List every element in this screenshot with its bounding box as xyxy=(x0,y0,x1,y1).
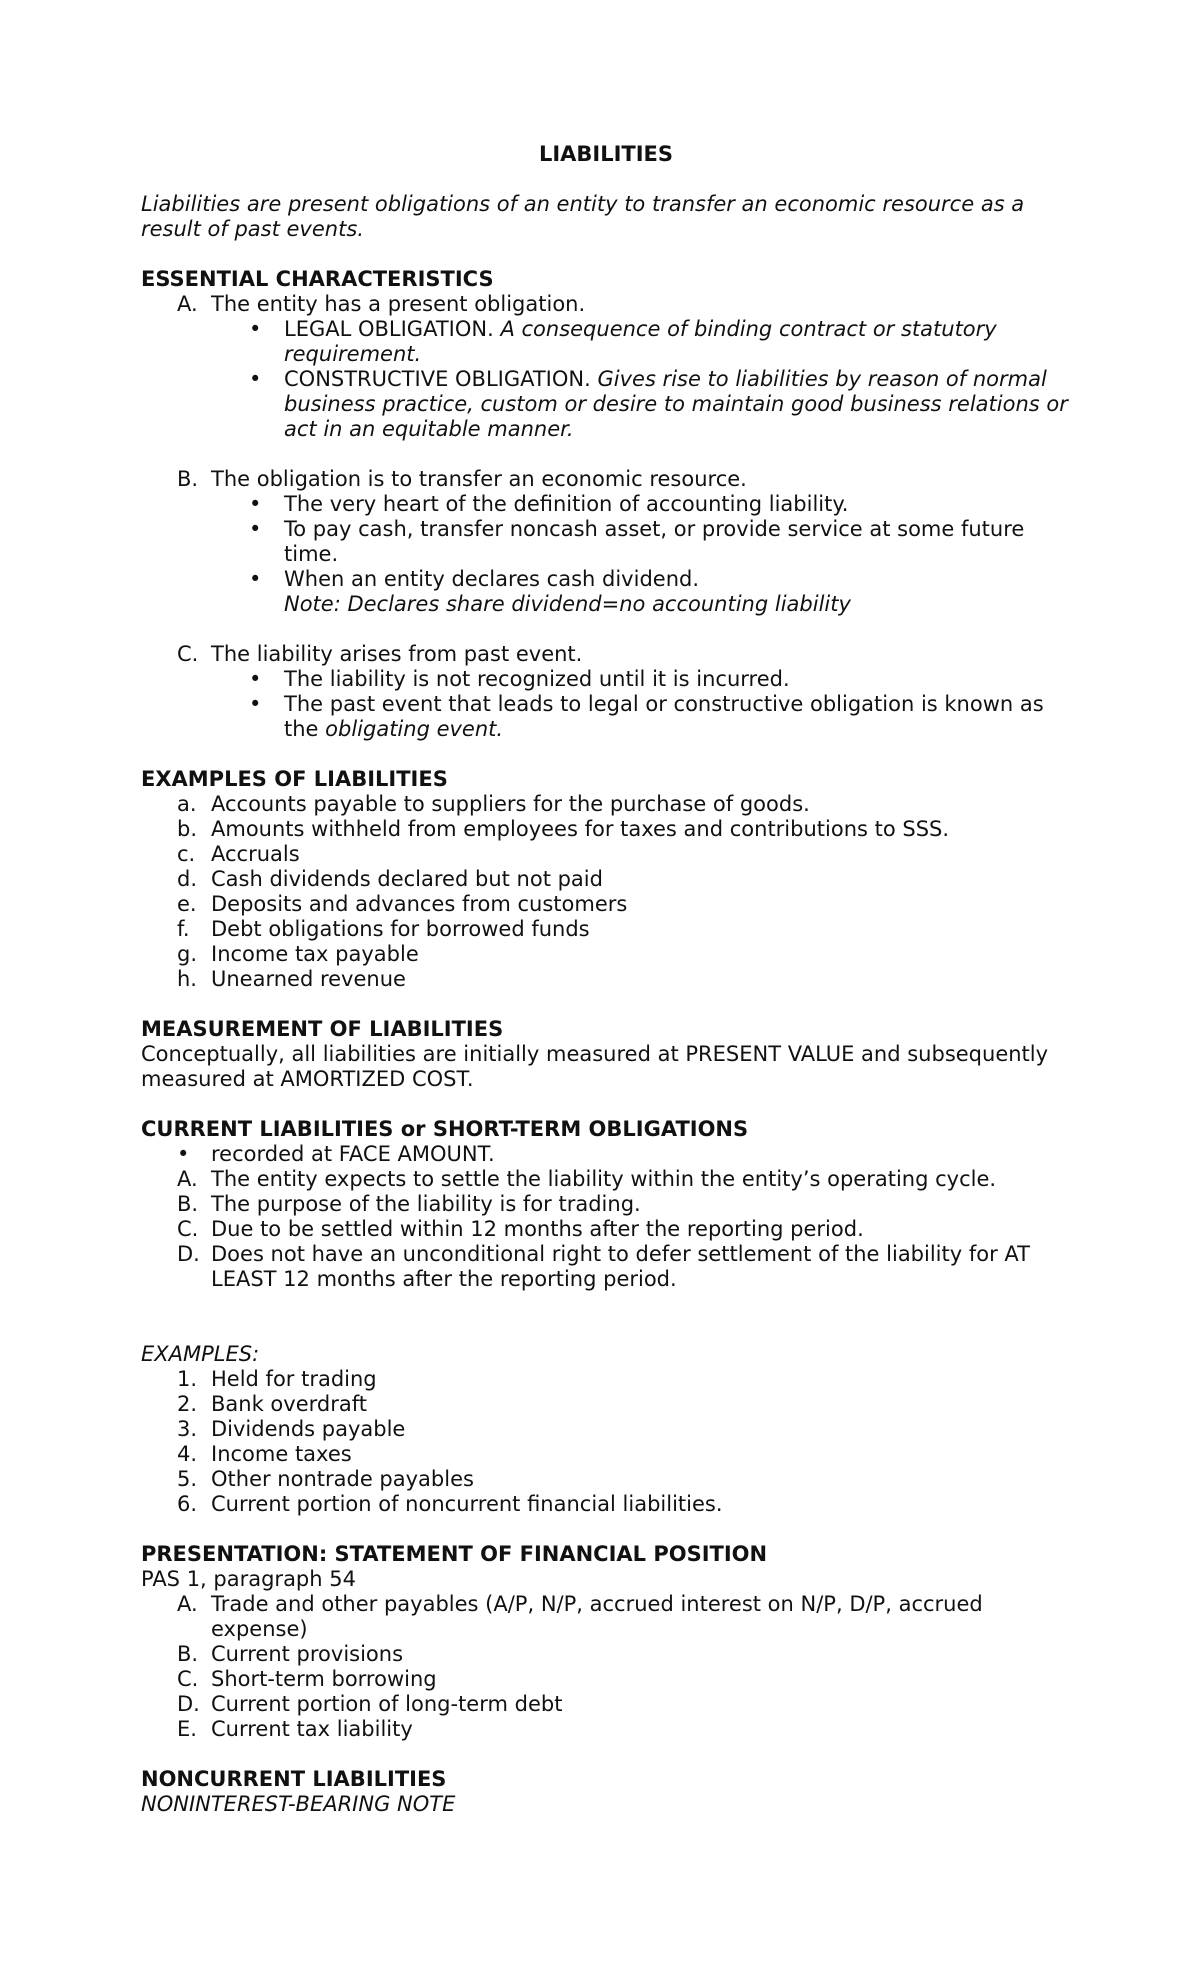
bullet-text: The very heart of the definition of accounting liability. xyxy=(284,492,849,516)
page-title: LIABILITIES xyxy=(538,142,674,166)
item-text: Current portion of noncurrent financial liabilities. xyxy=(211,1492,723,1516)
bullet-text: To pay cash, transfer noncash asset, or provide service at some future time. xyxy=(284,517,1025,566)
bullet-desc: A consequence of binding contract or statutory requirement. xyxy=(284,317,997,366)
item-marker: d. xyxy=(177,867,198,891)
item-text: Debt obligations for borrowed funds xyxy=(211,917,590,941)
essential-item-a xyxy=(141,292,1071,317)
item-text: Short-term borrowing xyxy=(211,1667,437,1691)
item-marker: g. xyxy=(177,942,198,966)
item-marker: A. xyxy=(177,1592,198,1616)
bullet-item xyxy=(141,692,1071,742)
item-text: The purpose of the liability is for trading. xyxy=(211,1192,641,1216)
item-text: The entity has a present obligation. xyxy=(211,292,586,316)
essential-item-b xyxy=(141,467,1071,492)
item-marker: 1. xyxy=(177,1367,198,1391)
list-item xyxy=(141,1417,1071,1442)
list-item xyxy=(141,1692,1071,1717)
list-item xyxy=(141,1367,1071,1392)
list-item xyxy=(141,1642,1071,1667)
bullet-item xyxy=(141,567,1071,617)
item-marker: A. xyxy=(177,1167,198,1191)
bullet-lead: LEGAL OBLIGATION. xyxy=(284,317,494,341)
item-text: Held for trading xyxy=(211,1367,377,1391)
item-marker: C. xyxy=(177,1217,199,1241)
list-item xyxy=(141,1667,1071,1692)
item-marker: C. xyxy=(177,1667,199,1691)
item-marker: b. xyxy=(177,817,198,841)
bullet-constructive-obligation xyxy=(141,367,1071,442)
item-text: Due to be settled within 12 months after the reporting period. xyxy=(211,1217,864,1241)
item-text: Unearned revenue xyxy=(211,967,406,991)
measurement-text: Conceptually, all liabilities are initially measured at PRESENT VALUE and subsequently measured at AMORTIZED COST. xyxy=(141,1042,1049,1091)
current-examples-list xyxy=(141,1367,1071,1517)
item-text: Dividends payable xyxy=(211,1417,406,1441)
item-marker: 6. xyxy=(177,1492,198,1516)
bullet-text: The past event that leads to legal or constructive obligation is known as the xyxy=(284,692,1044,741)
item-text: Current portion of long-term debt xyxy=(211,1692,563,1716)
current-list xyxy=(141,1142,1071,1292)
presentation-sub: PAS 1, paragraph 54 xyxy=(141,1567,356,1591)
item-text: Accounts payable to suppliers for the purchase of goods. xyxy=(211,792,810,816)
item-marker: e. xyxy=(177,892,197,916)
list-item xyxy=(141,1492,1071,1517)
list-item xyxy=(141,1167,1071,1192)
item-text: Current provisions xyxy=(211,1642,404,1666)
bullet-text: When an entity declares cash dividend. xyxy=(284,567,700,591)
item-marker: h. xyxy=(177,967,197,991)
item-marker: 2. xyxy=(177,1392,198,1416)
bullet-emphasis: obligating event. xyxy=(325,717,504,741)
list-item xyxy=(141,967,1071,992)
bullet-text: recorded at FACE AMOUNT. xyxy=(211,1142,495,1166)
list-item xyxy=(141,942,1071,967)
item-marker: f. xyxy=(177,917,190,941)
item-text: Cash dividends declared but not paid xyxy=(211,867,603,891)
bullet-item xyxy=(141,492,1071,517)
examples-list xyxy=(141,792,1071,992)
list-item xyxy=(141,867,1071,892)
item-marker: D. xyxy=(177,1242,200,1266)
item-marker: 5. xyxy=(177,1467,198,1491)
list-item xyxy=(141,842,1071,867)
item-text: Bank overdraft xyxy=(211,1392,367,1416)
essential-item-c xyxy=(141,642,1071,667)
list-item xyxy=(141,817,1071,842)
item-text: Income taxes xyxy=(211,1442,352,1466)
list-item xyxy=(141,1242,1071,1292)
essential-heading: ESSENTIAL CHARACTERISTICS xyxy=(141,267,494,291)
item-marker: E. xyxy=(177,1717,197,1741)
bullet-icon: • xyxy=(249,367,262,391)
item-marker: 3. xyxy=(177,1417,198,1441)
item-marker: A. xyxy=(177,292,198,316)
item-text: Amounts withheld from employees for taxes and contributions to SSS. xyxy=(211,817,950,841)
examples-heading: EXAMPLES OF LIABILITIES xyxy=(141,767,448,791)
item-text: The liability arises from past event. xyxy=(211,642,583,666)
list-item xyxy=(141,1217,1071,1242)
definition-text: Liabilities are present obligations of an entity to transfer an economic resource as a result of past events. xyxy=(141,192,1025,241)
list-item xyxy=(141,1717,1071,1742)
presentation-heading: PRESENTATION: STATEMENT OF FINANCIAL POSITION xyxy=(141,1542,768,1566)
item-marker: B. xyxy=(177,1192,199,1216)
bullet-icon: • xyxy=(249,567,262,591)
bullet-icon: • xyxy=(249,667,262,691)
list-item xyxy=(141,1442,1071,1467)
item-marker: C. xyxy=(177,642,199,666)
item-text: Trade and other payables (A/P, N/P, accrued interest on N/P, D/P, accrued expense) xyxy=(211,1592,983,1641)
item-text: Current tax liability xyxy=(211,1717,413,1741)
bullet-icon: • xyxy=(249,492,262,516)
examples-label: EXAMPLES: xyxy=(141,1342,260,1366)
presentation-list xyxy=(141,1592,1071,1742)
bullet-lead: CONSTRUCTIVE OBLIGATION. xyxy=(284,367,591,391)
bullet-item xyxy=(141,667,1071,692)
current-heading: CURRENT LIABILITIES or SHORT-TERM OBLIGATIONS xyxy=(141,1117,749,1141)
list-item xyxy=(141,1467,1071,1492)
bullet-item xyxy=(141,1142,1071,1167)
bullet-item xyxy=(141,517,1071,567)
measurement-heading: MEASUREMENT OF LIABILITIES xyxy=(141,1017,504,1041)
list-item xyxy=(141,917,1071,942)
list-item xyxy=(141,792,1071,817)
bullet-icon: • xyxy=(249,692,262,716)
bullet-icon: • xyxy=(177,1142,190,1166)
item-text: Deposits and advances from customers xyxy=(211,892,628,916)
bullet-desc: Gives rise to liabilities by reason of normal business practice, custom or desire to maintain good business relations or act in an equitable manner. xyxy=(284,367,1068,441)
item-text: Other nontrade payables xyxy=(211,1467,474,1491)
bullet-legal-obligation xyxy=(141,317,1071,367)
item-marker: a. xyxy=(177,792,197,816)
bullet-note: Note: Declares share dividend=no accounting liability xyxy=(284,592,851,616)
item-marker: B. xyxy=(177,1642,199,1666)
item-marker: B. xyxy=(177,467,199,491)
list-item xyxy=(141,1592,1071,1642)
bullet-text: The liability is not recognized until it is incurred. xyxy=(284,667,790,691)
bullet-icon: • xyxy=(249,317,262,341)
item-marker: D. xyxy=(177,1692,200,1716)
item-text: Accruals xyxy=(211,842,300,866)
item-marker: c. xyxy=(177,842,196,866)
list-item xyxy=(141,892,1071,917)
noncurrent-sub: NONINTEREST-BEARING NOTE xyxy=(141,1792,456,1816)
item-text: Does not have an unconditional right to defer settlement of the liability for AT LEAST 12 months after the reporting period. xyxy=(211,1242,1030,1291)
item-text: The obligation is to transfer an economic resource. xyxy=(211,467,747,491)
item-text: The entity expects to settle the liability within the entity’s operating cycle. xyxy=(211,1167,997,1191)
list-item xyxy=(141,1392,1071,1417)
item-marker: 4. xyxy=(177,1442,198,1466)
bullet-icon: • xyxy=(249,517,262,541)
item-text: Income tax payable xyxy=(211,942,419,966)
list-item xyxy=(141,1192,1071,1217)
noncurrent-heading: NONCURRENT LIABILITIES xyxy=(141,1767,447,1791)
